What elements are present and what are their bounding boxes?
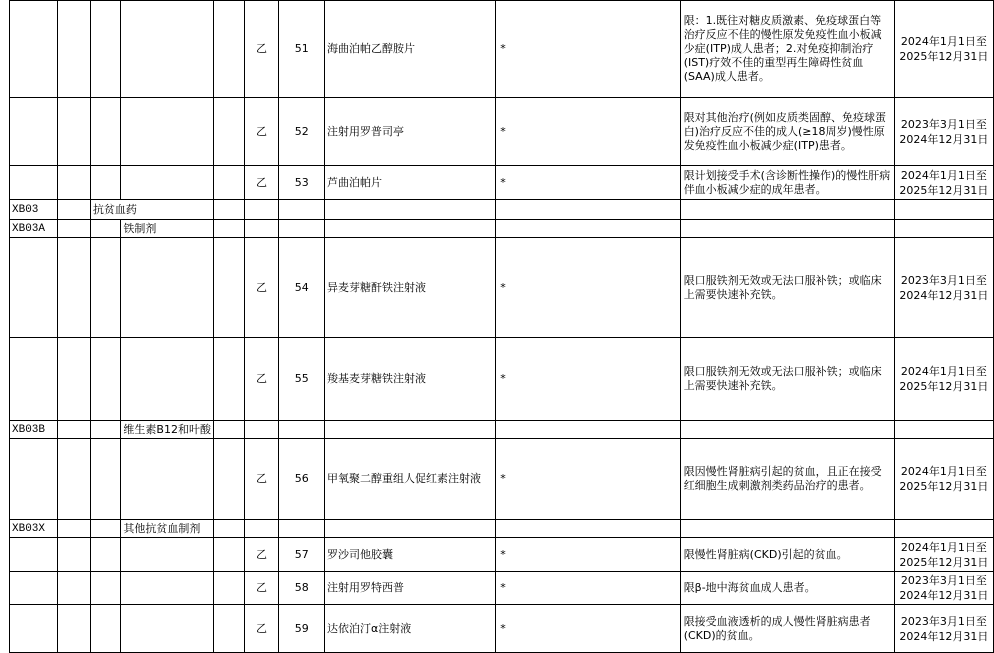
empty-cell <box>121 338 214 421</box>
empty-cell <box>90 520 121 538</box>
drug-class: 乙 <box>244 166 279 200</box>
empty-cell <box>213 572 244 605</box>
empty-cell <box>279 220 325 238</box>
category-label: 维生素B12和叶酸 <box>121 421 214 439</box>
drug-validity-date: 2023年3月1日至 2024年12月31日 <box>894 98 993 166</box>
empty-cell <box>244 220 279 238</box>
empty-cell <box>10 439 58 520</box>
empty-cell <box>10 338 58 421</box>
empty-cell <box>279 421 325 439</box>
drug-mark: * <box>496 538 680 572</box>
drug-validity-date: 2023年3月1日至 2024年12月31日 <box>894 572 993 605</box>
empty-cell <box>58 238 90 338</box>
drug-name: 注射用罗普司亭 <box>324 98 495 166</box>
drug-mark: * <box>496 166 680 200</box>
drug-remark: 限β-地中海贫血成人患者。 <box>680 572 894 605</box>
empty-cell <box>58 538 90 572</box>
drug-number: 51 <box>279 1 325 98</box>
drug-class: 乙 <box>244 538 279 572</box>
drug-validity-date: 2023年3月1日至 2024年12月31日 <box>894 238 993 338</box>
empty-cell <box>324 520 495 538</box>
drug-class: 乙 <box>244 238 279 338</box>
empty-cell <box>496 421 680 439</box>
drug-class: 乙 <box>244 605 279 653</box>
empty-cell <box>279 520 325 538</box>
empty-cell <box>213 520 244 538</box>
drug-remark: 限计划接受手术(含诊断性操作)的慢性肝病伴血小板减少症的成年患者。 <box>680 166 894 200</box>
empty-cell <box>90 338 121 421</box>
drug-name: 羧基麦芽糖铁注射液 <box>324 338 495 421</box>
drug-row <box>10 572 994 605</box>
empty-cell <box>244 520 279 538</box>
drug-mark: * <box>496 439 680 520</box>
empty-cell <box>324 220 495 238</box>
category-row <box>10 200 994 220</box>
empty-cell <box>213 439 244 520</box>
drug-mark: * <box>496 338 680 421</box>
empty-cell <box>324 200 495 220</box>
drug-remark: 限接受血液透析的成人慢性肾脏病患者(CKD)的贫血。 <box>680 605 894 653</box>
empty-cell <box>10 166 58 200</box>
empty-cell <box>90 238 121 338</box>
empty-cell <box>213 1 244 98</box>
category-code: XB03 <box>10 200 58 220</box>
empty-cell <box>90 605 121 653</box>
drug-remark: 限口服铁剂无效或无法口服补铁；或临床上需要快速补充铁。 <box>680 238 894 338</box>
category-code: XB03B <box>10 421 58 439</box>
drug-validity-date: 2024年1月1日至 2025年12月31日 <box>894 439 993 520</box>
empty-cell <box>324 421 495 439</box>
empty-cell <box>894 520 993 538</box>
drug-class: 乙 <box>244 439 279 520</box>
empty-cell <box>90 220 121 238</box>
empty-cell <box>10 98 58 166</box>
drug-mark: * <box>496 1 680 98</box>
empty-cell <box>121 605 214 653</box>
drug-remark: 限口服铁剂无效或无法口服补铁；或临床上需要快速补充铁。 <box>680 338 894 421</box>
drug-number: 58 <box>279 572 325 605</box>
empty-cell <box>213 200 244 220</box>
empty-cell <box>58 520 90 538</box>
drug-validity-date: 2024年1月1日至 2025年12月31日 <box>894 166 993 200</box>
drug-number: 53 <box>279 166 325 200</box>
empty-cell <box>496 220 680 238</box>
drug-row <box>10 538 994 572</box>
drug-class: 乙 <box>244 98 279 166</box>
empty-cell <box>213 98 244 166</box>
drug-name: 甲氧聚二醇重组人促红素注射液 <box>324 439 495 520</box>
drug-number: 55 <box>279 338 325 421</box>
empty-cell <box>58 1 90 98</box>
empty-cell <box>121 238 214 338</box>
drug-row <box>10 439 994 520</box>
category-row <box>10 520 994 538</box>
category-code: XB03A <box>10 220 58 238</box>
empty-cell <box>244 421 279 439</box>
drug-row <box>10 166 994 200</box>
drug-remark: 限对其他治疗(例如皮质类固醇、免疫球蛋白)治疗反应不佳的成人(≥18周岁)慢性原发免疫性血小板减少症(ITP)患者。 <box>680 98 894 166</box>
drug-number: 52 <box>279 98 325 166</box>
empty-cell <box>10 538 58 572</box>
drug-name: 注射用罗特西普 <box>324 572 495 605</box>
drug-name: 罗沙司他胶囊 <box>324 538 495 572</box>
empty-cell <box>58 338 90 421</box>
drug-remark: 限慢性肾脏病(CKD)引起的贫血。 <box>680 538 894 572</box>
empty-cell <box>213 220 244 238</box>
empty-cell <box>244 200 279 220</box>
category-label: 其他抗贫血制剂 <box>121 520 214 538</box>
empty-cell <box>213 421 244 439</box>
drug-mark: * <box>496 572 680 605</box>
empty-cell <box>213 538 244 572</box>
empty-cell <box>10 572 58 605</box>
drug-mark: * <box>496 238 680 338</box>
category-code: XB03X <box>10 520 58 538</box>
empty-cell <box>58 605 90 653</box>
empty-cell <box>213 238 244 338</box>
empty-cell <box>496 520 680 538</box>
drug-remark: 限：1.既往对糖皮质激素、免疫球蛋白等治疗反应不佳的慢性原发免疫性血小板减少症(ITP)成人患者；2.对免疫抑制治疗(IST)疗效不佳的重型再生障碍性贫血(SAA)成人患者。 <box>680 1 894 98</box>
empty-cell <box>121 166 214 200</box>
empty-cell <box>680 421 894 439</box>
category-label: 抗贫血药 <box>90 200 213 220</box>
drug-class: 乙 <box>244 1 279 98</box>
drug-name: 异麦芽糖酐铁注射液 <box>324 238 495 338</box>
empty-cell <box>58 220 90 238</box>
empty-cell <box>58 572 90 605</box>
empty-cell <box>680 220 894 238</box>
empty-cell <box>680 200 894 220</box>
drug-row <box>10 238 994 338</box>
empty-cell <box>496 200 680 220</box>
empty-cell <box>58 98 90 166</box>
empty-cell <box>279 200 325 220</box>
empty-cell <box>121 439 214 520</box>
empty-cell <box>58 200 90 220</box>
drug-mark: * <box>496 98 680 166</box>
empty-cell <box>58 439 90 520</box>
drug-class: 乙 <box>244 338 279 421</box>
drug-number: 56 <box>279 439 325 520</box>
empty-cell <box>90 439 121 520</box>
empty-cell <box>680 520 894 538</box>
drug-validity-date: 2024年1月1日至 2025年12月31日 <box>894 1 993 98</box>
drug-row <box>10 1 994 98</box>
drug-row <box>10 605 994 653</box>
empty-cell <box>58 166 90 200</box>
empty-cell <box>90 98 121 166</box>
empty-cell <box>213 338 244 421</box>
drug-validity-date: 2024年1月1日至 2025年12月31日 <box>894 338 993 421</box>
empty-cell <box>213 166 244 200</box>
category-row <box>10 421 994 439</box>
category-label: 铁制剂 <box>121 220 214 238</box>
empty-cell <box>10 605 58 653</box>
drug-name: 达依泊汀α注射液 <box>324 605 495 653</box>
drug-validity-date: 2024年1月1日至 2025年12月31日 <box>894 538 993 572</box>
empty-cell <box>121 572 214 605</box>
empty-cell <box>894 421 993 439</box>
empty-cell <box>10 1 58 98</box>
drug-name: 海曲泊帕乙醇胺片 <box>324 1 495 98</box>
empty-cell <box>121 538 214 572</box>
drug-validity-date: 2023年3月1日至 2024年12月31日 <box>894 605 993 653</box>
empty-cell <box>90 572 121 605</box>
empty-cell <box>10 238 58 338</box>
empty-cell <box>90 1 121 98</box>
empty-cell <box>90 421 121 439</box>
drug-remark: 限因慢性肾脏病引起的贫血，且正在接受红细胞生成刺激剂类药品治疗的患者。 <box>680 439 894 520</box>
drug-catalog-table <box>9 0 994 653</box>
empty-cell <box>894 200 993 220</box>
drug-name: 芦曲泊帕片 <box>324 166 495 200</box>
empty-cell <box>58 421 90 439</box>
drug-class: 乙 <box>244 572 279 605</box>
empty-cell <box>894 220 993 238</box>
drug-row <box>10 98 994 166</box>
empty-cell <box>213 605 244 653</box>
drug-number: 54 <box>279 238 325 338</box>
empty-cell <box>90 538 121 572</box>
drug-mark: * <box>496 605 680 653</box>
empty-cell <box>90 166 121 200</box>
drug-number: 57 <box>279 538 325 572</box>
drug-number: 59 <box>279 605 325 653</box>
drug-row <box>10 338 994 421</box>
category-row <box>10 220 994 238</box>
empty-cell <box>121 1 214 98</box>
empty-cell <box>121 98 214 166</box>
